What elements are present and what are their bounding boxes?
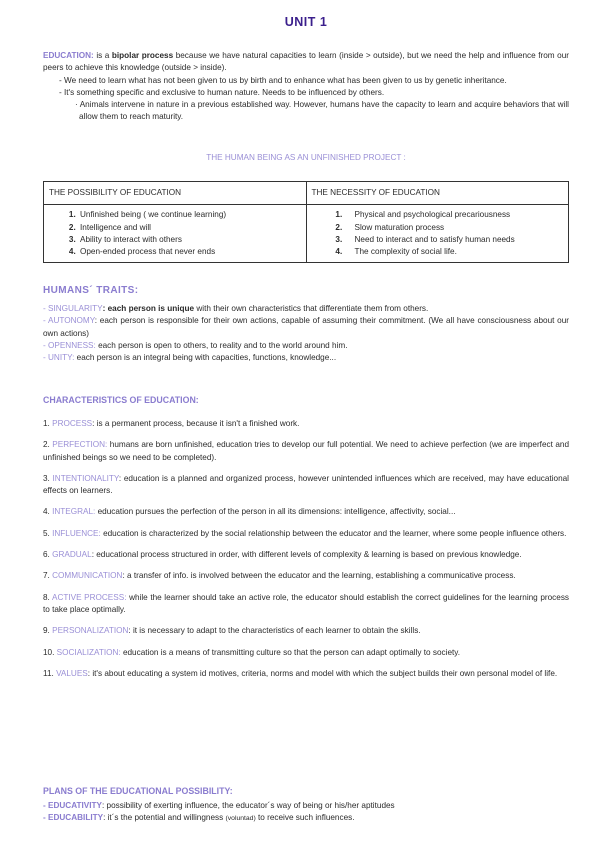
list-item: 9. PERSONALIZATION: it is necessary to adapt to the characteristics of each learner to obtain the skills.: [43, 626, 421, 636]
trait-unity: - UNITY: each person is an integral being with capacities, functions, knowledge...: [43, 353, 337, 363]
education-term: EDUCATION:: [43, 51, 94, 60]
education-intro: [43, 50, 569, 124]
trait-singularity: - SINGULARITY: each person is unique with their own characteristics that differentiate them from others.: [43, 304, 429, 313]
list-item: 2. Intelligence and will: [78, 222, 301, 234]
list-item: - We need to learn what has not been given to us by birth and to enhance what has been given to us by genetic inheritance.: [59, 75, 507, 85]
traits-list: [43, 303, 569, 364]
plan-educativity: - EDUCATIVITY: possibility of exerting influence, the educator´s way of being or his/her aptitudes: [43, 801, 395, 810]
list-item: 1. PROCESS: is a permanent process, because it isn't a finished work.: [43, 419, 300, 428]
list-item: 1. Unfinished being ( we continue learning): [78, 209, 301, 221]
list-item: 6. GRADUAL: educational process structured in order, with different levels of complexity & learning is based on previous knowledge.: [43, 550, 522, 560]
list-item: 4. The complexity of social life.: [345, 246, 564, 258]
trait-autonomy: - AUTONOMY: each person is responsible for their own actions, capable of assuming their commitment. (We all have consciousness about our own actions): [43, 316, 569, 338]
plans-heading: PLANS OF THE EDUCATIONAL POSSIBILITY:: [43, 786, 233, 796]
education-bullets: [43, 75, 569, 100]
characteristics-list: [43, 418, 569, 689]
list-item: 3. INTENTIONALITY: education is a planned and organized process, however unintended influences which are received, may have educational effects on learners.: [43, 473, 569, 496]
list-item: 2. Slow maturation process: [345, 222, 564, 234]
list-item: 4. Open-ended process that never ends: [78, 246, 301, 258]
education-definition: EDUCATION: is a bipolar process because we have natural capacities to learn (inside > outside), but we need the help and influence from our peers to achieve this knowledge (outside > inside).: [43, 51, 569, 73]
animals-note: · Animals intervene in nature in a previous established way. However, humans have the capacity to learn and acquire behaviors that will allow them to reach maturity.: [75, 100, 569, 122]
trait-openness: - OPENNESS: each person is open to others, to reality and to the world around him.: [43, 340, 348, 350]
list-item: 2. PERFECTION: humans are born unfinished, education tries to develop our full potential. We need to achieve perfection (we are imperfect and unfinished beings so we need to be completed).: [43, 440, 569, 462]
list-item: 4. INTEGRAL: education pursues the perfection of the person in all its dimensions: intelligence, affectivity, social...: [43, 507, 456, 517]
necessity-cell: [306, 205, 569, 263]
list-item: 1. Physical and psychological precariousness: [345, 209, 564, 221]
list-item: 8. ACTIVE PROCESS: while the learner should take an active role, the educator should establish the correct guidelines for the learning process to take place optimally.: [43, 592, 570, 614]
project-heading: THE HUMAN BEING AS AN UNFINISHED PROJECT :: [206, 153, 406, 162]
list-item: 10. SOCIALIZATION: education is a means of transmitting culture so that the person can adapt optimally to society.: [43, 647, 461, 657]
list-item: 5. INFLUENCE: education is characterized by the social relationship between the educator and the learner, where some people influence others.: [43, 528, 567, 538]
page-title: UNIT 1: [284, 15, 328, 29]
plan-educability: - EDUCABILITY: it´s the potential and willingness (voluntad) to receive such influences.: [43, 813, 355, 823]
education-table: [43, 181, 569, 263]
list-item: - It's something specific and exclusive to human nature. Needs to be influenced by others.: [59, 87, 385, 97]
list-item: 7. COMMUNICATION: a transfer of info. is involved between the educator and the learning, establishing a communicative process.: [43, 571, 516, 581]
necessity-header: THE NECESSITY OF EDUCATION: [306, 182, 569, 205]
list-item: 3. Need to interact and to satisfy human needs: [345, 234, 564, 246]
plans-list: [43, 800, 569, 825]
list-item: 3. Ability to interact with others: [78, 234, 301, 246]
possibility-header: THE POSSIBILITY OF EDUCATION: [44, 182, 307, 205]
traits-heading: HUMANS´ TRAITS:: [43, 285, 139, 296]
characteristics-heading: CHARACTERISTICS OF EDUCATION:: [43, 395, 199, 405]
possibility-cell: [44, 205, 307, 263]
list-item: 11. VALUES: it's about educating a system id motives, criteria, norms and model with which the subject builds their own personal model of life.: [43, 668, 558, 678]
